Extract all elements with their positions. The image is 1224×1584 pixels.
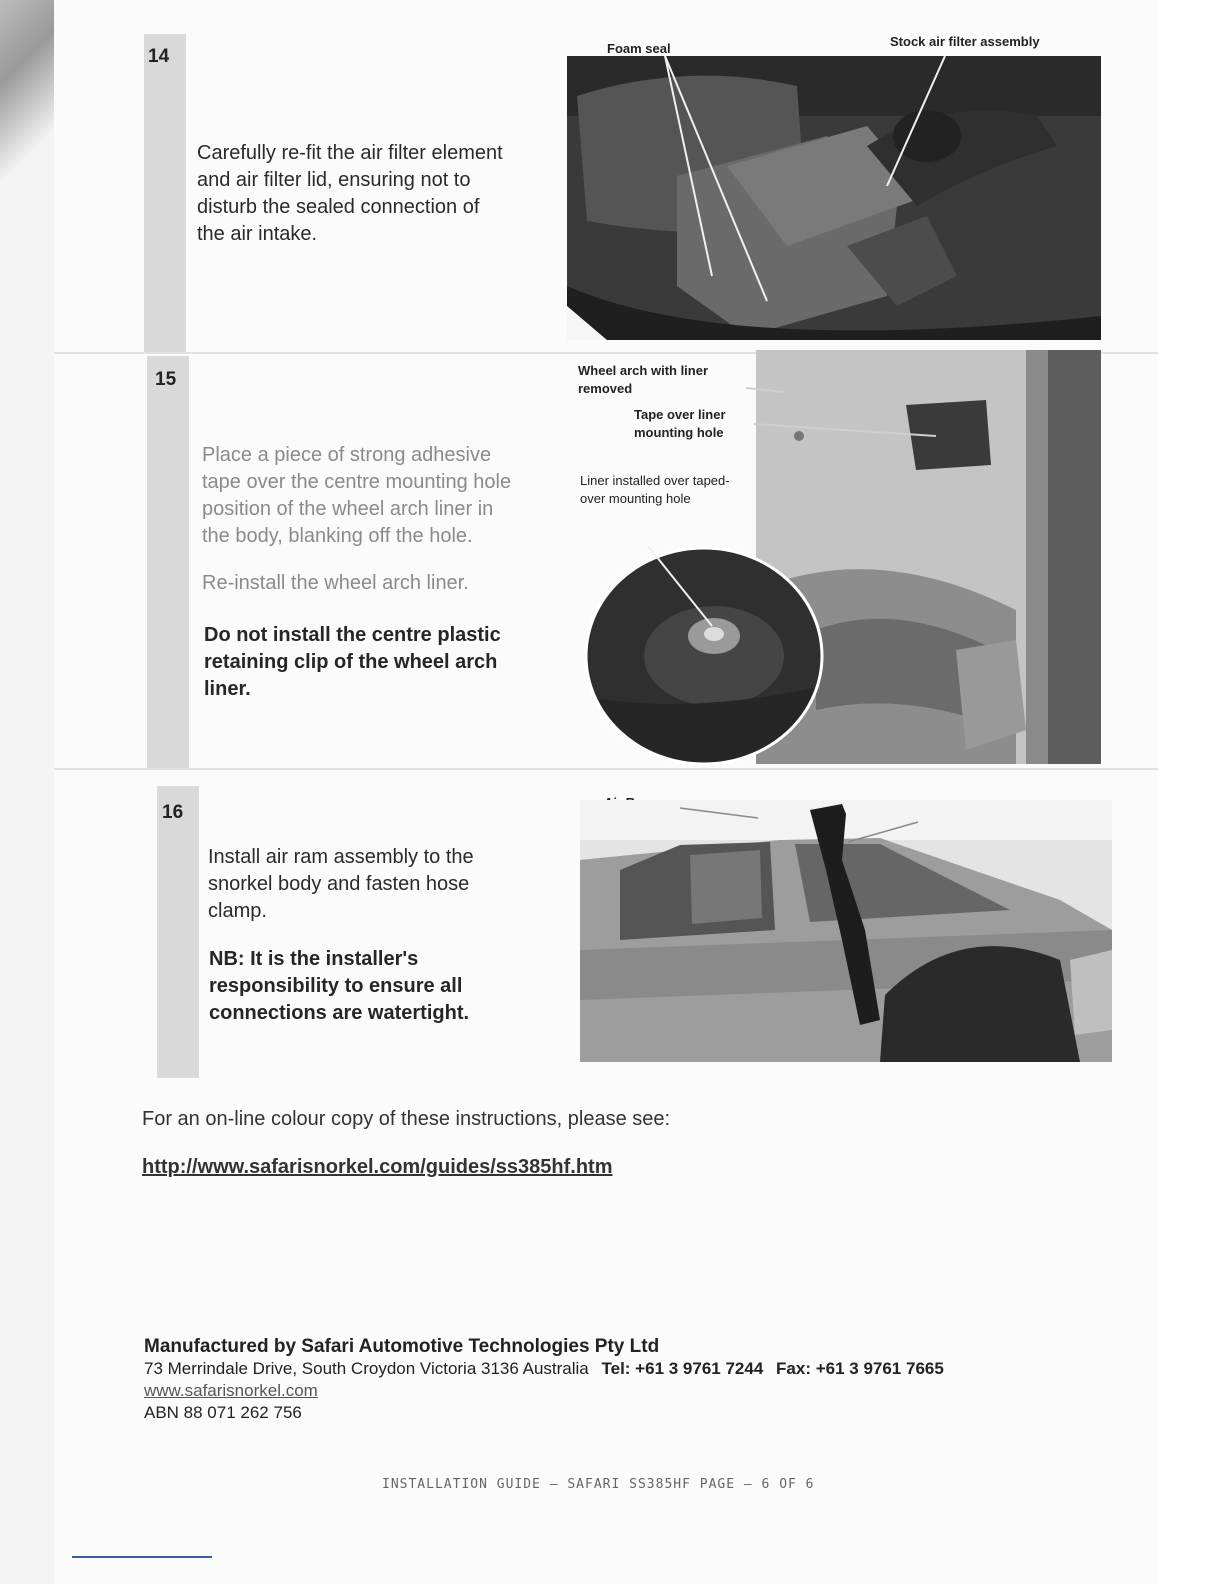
air-filter-photo	[567, 56, 1101, 340]
step-16-number: 16	[162, 802, 184, 823]
photo-label-wheel-arch: Wheel arch with liner removed	[578, 363, 709, 396]
step-15-warning-line: liner.	[204, 678, 251, 700]
step-14-line: the air intake.	[197, 223, 318, 245]
step-15-number: 15	[155, 369, 177, 390]
step-14-text	[197, 140, 503, 248]
document-page	[54, 0, 1158, 1584]
manufacturer-address-line	[144, 1358, 944, 1380]
step-15-warning	[204, 622, 501, 703]
scan-edge-left	[0, 0, 54, 1584]
snorkel-vehicle-photo-image	[580, 800, 1112, 1062]
step-15-line: position of the wheel arch liner in	[202, 498, 494, 520]
scan-edge-right	[1158, 0, 1224, 1584]
step-14-bar	[144, 34, 186, 352]
bottom-edge-line	[72, 1556, 212, 1558]
step-15-bar	[147, 356, 189, 770]
step-14-line: and air filter lid, ensuring not to	[197, 169, 471, 191]
liner-closeup-circle	[584, 546, 824, 766]
wheel-arch-arrows	[654, 380, 954, 450]
step-16-note-line: responsibility to ensure all	[209, 975, 463, 997]
step-16-note-line: connections are watertight.	[209, 1002, 470, 1024]
step-15-line: the body, blanking off the hole.	[202, 525, 473, 547]
step-15-text	[202, 442, 511, 550]
step-14-number: 14	[148, 46, 170, 67]
online-copy-text: For an on-line colour copy of these instructions, please see:	[142, 1108, 671, 1130]
manufacturer-fax: Fax: +61 3 9761 7665	[776, 1359, 944, 1378]
manufacturer-address: 73 Merrindale Drive, South Croydon Victoria 3136 Australia	[144, 1359, 589, 1378]
photo-label-stock-air-filter: Stock air filter assembly	[890, 34, 1040, 49]
page-footer: INSTALLATION GUIDE – SAFARI SS385HF PAGE – 6 OF 6	[382, 1477, 815, 1492]
step-16-line: snorkel body and fasten hose	[208, 873, 470, 895]
step-16-note-line: NB: It is the installer's	[209, 948, 419, 970]
step-15-reinstall: Re-install the wheel arch liner.	[202, 572, 469, 594]
step-16-note	[209, 946, 469, 1027]
step-16-line: clamp.	[208, 900, 267, 922]
snorkel-vehicle-photo	[580, 800, 1112, 1062]
step-14-line: disturb the sealed connection of	[197, 196, 480, 218]
photo-label-foam-seal: Foam seal	[607, 41, 671, 56]
step-16-line: Install air ram assembly to the	[208, 846, 474, 868]
manufacturer-website-link[interactable]: www.safarisnorkel.com	[144, 1381, 318, 1400]
air-filter-photo-image	[567, 56, 1101, 340]
online-guide-link[interactable]: http://www.safarisnorkel.com/guides/ss385hf.htm	[142, 1156, 613, 1178]
photo-label-tape-over-liner: Tape over liner mounting hole	[634, 407, 726, 440]
manufacturer-footer	[144, 1336, 944, 1424]
manufacturer-name: Manufactured by Safari Automotive Technologies Pty Ltd	[144, 1336, 660, 1357]
step-15-warning-line: retaining clip of the wheel arch	[204, 651, 498, 673]
photo-label-liner-installed: Liner installed over taped-over mounting hole	[580, 473, 730, 506]
step-15-line: Place a piece of strong adhesive	[202, 444, 492, 466]
manufacturer-abn: ABN 88 071 262 756	[144, 1403, 302, 1422]
manufacturer-tel: Tel: +61 3 9761 7244	[601, 1359, 764, 1378]
step-15-warning-line: Do not install the centre plastic	[204, 624, 501, 646]
step-14-line: Carefully re-fit the air filter element	[197, 142, 503, 164]
fold-line-2	[54, 768, 1158, 770]
step-15-line: tape over the centre mounting hole	[202, 471, 512, 493]
step-16-text	[208, 844, 474, 925]
step-16-bar	[157, 786, 199, 1078]
